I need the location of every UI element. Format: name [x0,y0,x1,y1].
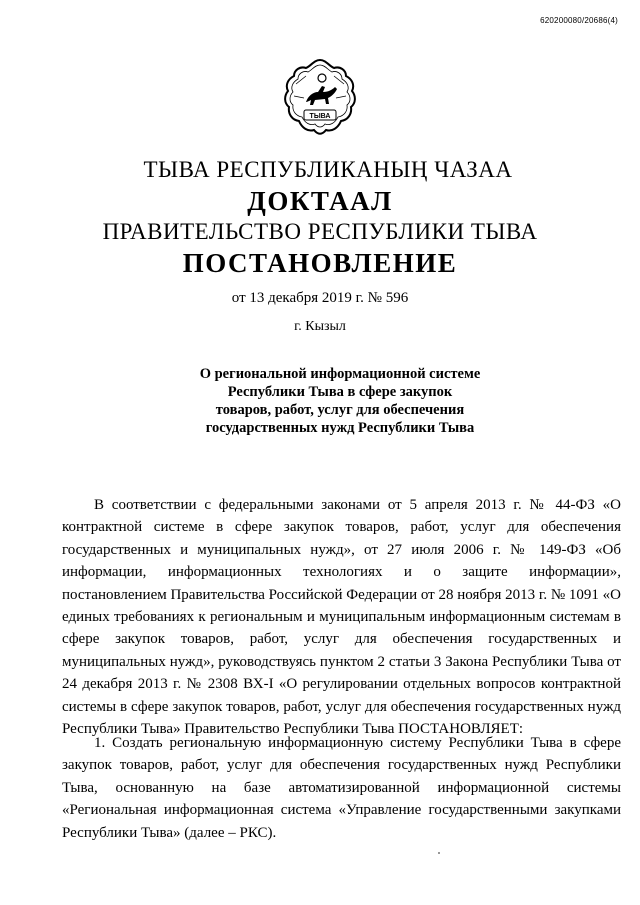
scan-artifact [438,852,440,854]
heading-line: Республики Тыва в сфере закупок [227,384,453,400]
heading-line: О региональной информационной системе [199,366,481,382]
emblem-ribbon-text: ТЫВА [309,113,331,120]
title-postanovlenie: ПОСТАНОВЛЕНИЕ [182,248,458,278]
document-code: 620200080/20686(4) [540,16,618,25]
emblem-sun [318,74,326,82]
document-heading [140,365,540,437]
title-tuva-government: ТЫВА РЕСПУБЛИКАНЫҢ ЧАЗАА [143,157,513,182]
title-government: ПРАВИТЕЛЬСТВО РЕСПУБЛИКИ ТЫВА [102,219,538,244]
preamble-paragraph: В соответствии с федеральными законами от 5 апреля 2013 г. № 44-ФЗ «О контрактной системе в сфере закупок товаров, работ, услуг для обеспечения государственных и муниципальных нужд», от 27 июля 2006 г. № 149-ФЗ «Об информации, информационных технологиях и о защите информации», постановлением Правительства Российской Федерации от 28 ноября 2013 г. № 1091 «О единых требованиях к региональным и муниципальным информационным системам в сфере закупок товаров, работ, услуг для обеспечения государственных и муниципальных нужд», руководствуясь пунктом 2 статьи 3 Закона Республики Тыва от 24 декабря 2013 г. № 2308 ВХ-I «О регулировании отдельных вопросов контрактной системы в сфере закупок товаров, работ, услуг для обеспечения государственных нужд Республики Тыва» Правительство Республики Тыва ПОСТАНОВЛЯЕТ: [62,497,622,738]
heading-line: государственных нужд Республики Тыва [205,420,475,436]
heading-line: товаров, работ, услуг для обеспечения [215,402,465,418]
title-doktaal: ДОКТААЛ [247,186,393,216]
document-date-number: от 13 декабря 2019 г. № 596 [231,290,409,306]
emblem-horse-rider [306,86,337,105]
tuva-coat-of-arms-icon [282,58,358,136]
title-block [0,155,640,279]
clause-1-paragraph: 1. Создать региональную информационную систему Республики Тыва в сфере закупок товаров, работ, услуг для обеспечения государственных нужд Республики Тыва, основанную на базе автоматизированной информационной системы «Региональная информационная система «Управление государственными закупками Республики Тыва» (далее – РКС). [62,735,621,841]
document-city: г. Кызыл [294,319,346,334]
